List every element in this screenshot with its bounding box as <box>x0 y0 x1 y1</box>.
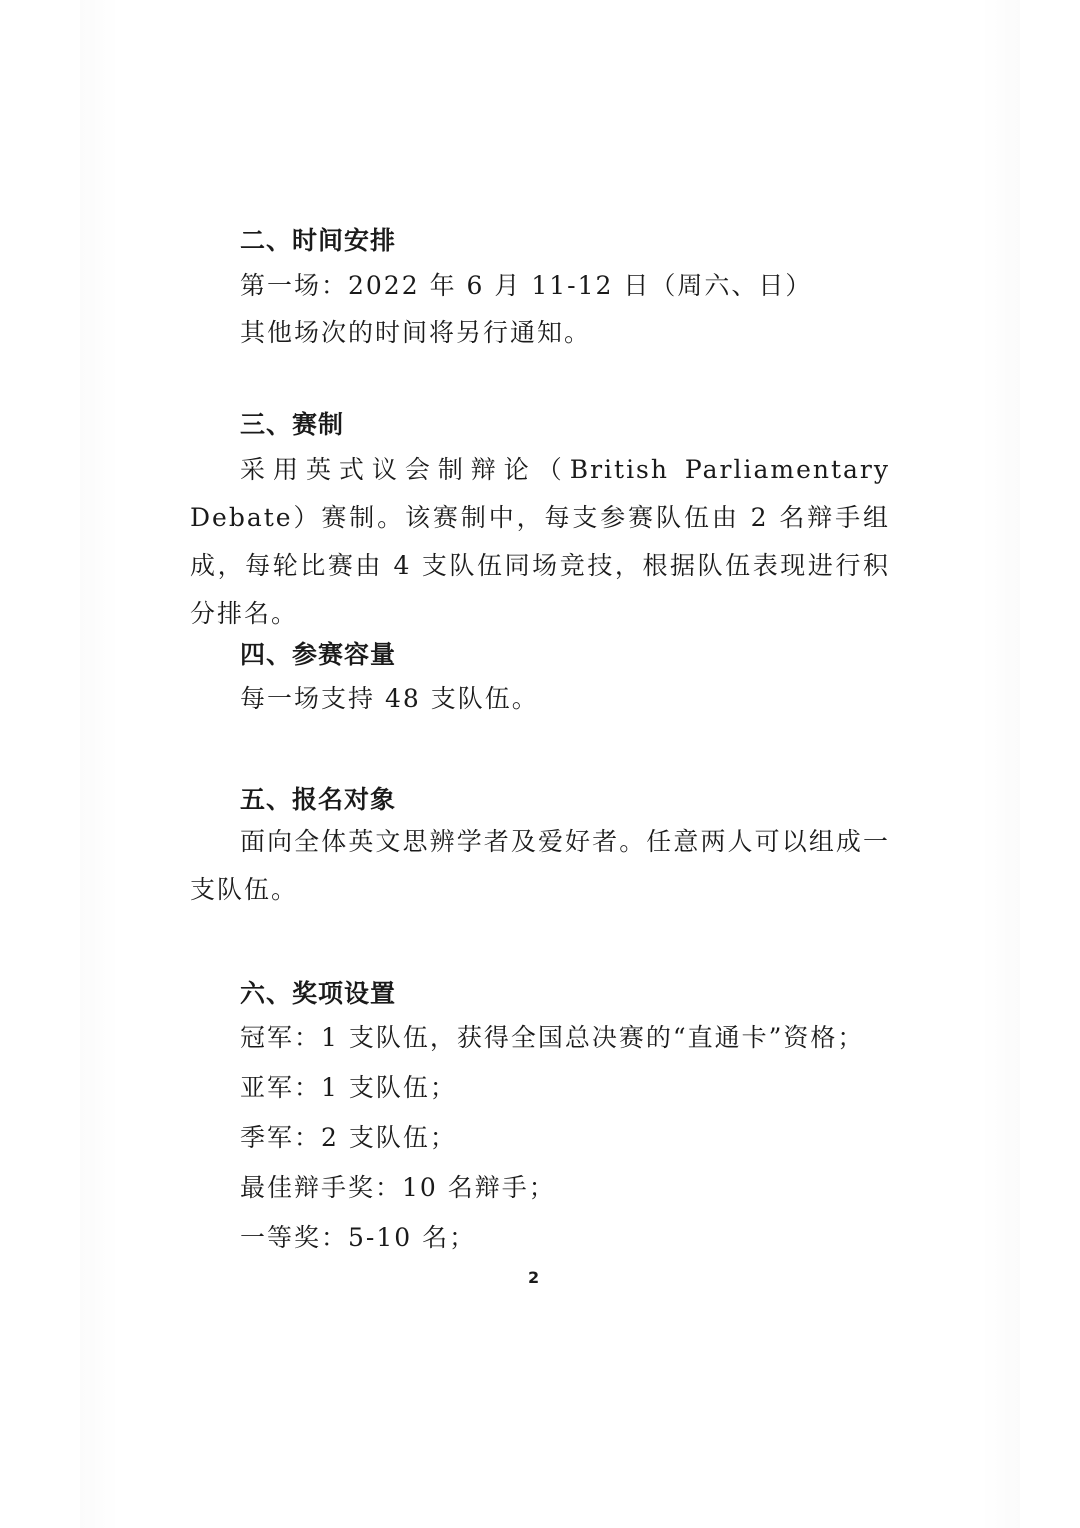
capacity-text: 每一场支持 48 支队伍。 <box>240 684 539 713</box>
schedule-other-sessions: 其他场次的时间将另行通知。 <box>240 318 592 347</box>
section-heading-eligibility: 五、报名对象 <box>240 785 397 814</box>
page-edge-shadow-left <box>80 0 120 1528</box>
award-item-best-speaker: 最佳辩手奖：10 名辩手； <box>240 1173 556 1202</box>
format-paragraph: 采用英式议会制辩论（British Parliamentary Debate）赛制。该赛制中，每支参赛队伍由 2 名辩手组成，每轮比赛由 4 支队伍同场竞技，根据队伍表现进行积分排名。 <box>190 455 890 628</box>
award-item-third-place: 季军：2 支队伍； <box>240 1123 457 1152</box>
section-heading-awards: 六、奖项设置 <box>240 979 397 1008</box>
page-number: 2 <box>528 1268 540 1287</box>
eligibility-paragraph: 面向全体英文思辨学者及爱好者。任意两人可以组成一支队伍。 <box>190 827 890 904</box>
award-item-first-prize: 一等奖：5-10 名； <box>240 1223 477 1252</box>
schedule-first-session: 第一场：2022 年 6 月 11-12 日（周六、日） <box>240 271 813 300</box>
award-item-champion: 冠军：1 支队伍，获得全国总决赛的“直通卡”资格； <box>240 1023 865 1052</box>
section-heading-schedule: 二、时间安排 <box>240 226 397 255</box>
award-item-runner-up: 亚军：1 支队伍； <box>240 1073 457 1102</box>
page-edge-shadow-right <box>980 0 1020 1528</box>
section-heading-format: 三、赛制 <box>240 410 345 439</box>
section-heading-capacity: 四、参赛容量 <box>240 640 397 669</box>
